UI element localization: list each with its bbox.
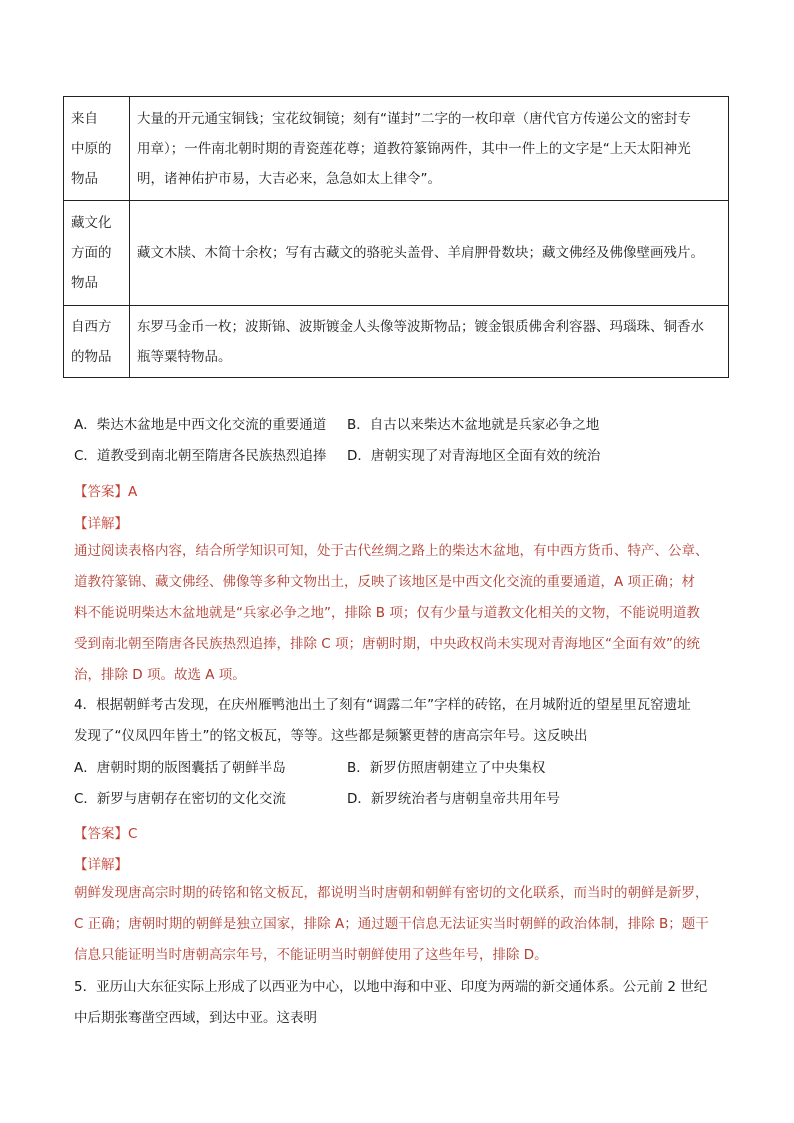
q4-option-b: B．新罗仿照唐朝建立了中央集权: [347, 760, 546, 776]
q5-stem: 5．亚历山大东征实际上形成了以西亚为中心，以地中海和中亚、印度为两端的新交通体系。公元前 2 世纪 中后期张骞凿空西域，到达中亚。这表明: [74, 979, 708, 1026]
q4-stem: 4．根据朝鲜考古发现，在庆州雁鸭池出土了刻有“调露二年”字样的砖铭，在月城附近的望星里瓦窑遗址 发现了“仪凤四年皆土”的铭文板瓦，等等。这些都是频繁更替的唐高宗年号。这反映出: [74, 697, 691, 744]
q3-option-c: C．道教受到南北朝至隋唐各民族热烈追捧: [74, 448, 327, 464]
q3-answer: 【答案】A: [74, 484, 138, 500]
q3-option-b: B．自古以来柴达木盆地就是兵家必争之地: [347, 417, 600, 433]
row-content: 藏文木牍、木简十余枚；写有古藏文的骆驼头盖骨、羊肩胛骨数块；藏文佛经及佛像壁画残片。: [130, 201, 729, 306]
q4-option-a: A．唐朝时期的版图囊括了朝鲜半岛: [74, 760, 286, 776]
q3-option-a: A．柴达木盆地是中西文化交流的重要通道: [74, 417, 327, 433]
artifact-table: [63, 96, 729, 378]
row-heading: 自西方 的物品: [64, 306, 130, 378]
q4-option-c: C．新罗与唐朝存在密切的文化交流: [74, 791, 286, 807]
row-content: 大量的开元通宝铜钱；宝花纹铜镜；刻有“谨封”二字的一枚印章（唐代官方传递公文的密封专 用章）；一件南北朝时期的青瓷莲花尊；道教符篆锦两件，其中一件上的文字是“上天太阳神光 明，诸神佑护市易，大吉必来，急急如太上律令”。: [130, 97, 729, 201]
table-row: [64, 306, 729, 378]
q4-explanation: 朝鲜发现唐高宗时期的砖铭和铭文板瓦，都说明当时唐朝和朝鲜有密切的文化联系，而当时的朝鲜是新罗， C 正确；唐朝时期的朝鲜是独立国家，排除 A；通过题干信息无法证实当时朝鲜的政治体制，排除 B；题干 信息只能证明当时唐朝高宗年号，不能证明当时朝鲜使用了这些年号，排除 D。: [74, 885, 709, 963]
row-content: 东罗马金币一枚；波斯锦、波斯镀金人头像等波斯物品；镀金银质佛舍利容器、玛瑙珠、铜香水 瓶等粟特物品。: [130, 306, 729, 378]
q4-answer: 【答案】C: [74, 826, 138, 842]
q3-explanation: 通过阅读表格内容，结合所学知识可知，处于古代丝绸之路上的柴达木盆地，有中西方货币、特产、公章、 道教符篆锦、藏文佛经、佛像等多种文物出土，反映了该地区是中西文化交流的重要通道，A 项正确；材 料不能说明柴达木盆地就是“兵家必争之地”，排除 B 项；仅有少量与道教文化相关的文物，不能说明道教 受到南北朝至隋唐各民族热烈追捧，排除 C 项；唐朝时期，中央政权尚未实现对青海地区“全面有效”的统 治，排除 D 项。故选 A 项。: [74, 543, 709, 683]
q3-option-d: D．唐朝实现了对青海地区全面有效的统治: [347, 448, 601, 464]
q4-detail-tag: 【详解】: [74, 857, 128, 873]
row-heading: 藏文化 方面的 物品: [64, 201, 130, 306]
table-row: [64, 97, 729, 201]
q3-detail-tag: 【详解】: [74, 516, 128, 532]
row-heading: 来自 中原的 物品: [64, 97, 130, 201]
table-row: [64, 201, 729, 306]
q4-option-d: D．新罗统治者与唐朝皇帝共用年号: [347, 791, 560, 807]
